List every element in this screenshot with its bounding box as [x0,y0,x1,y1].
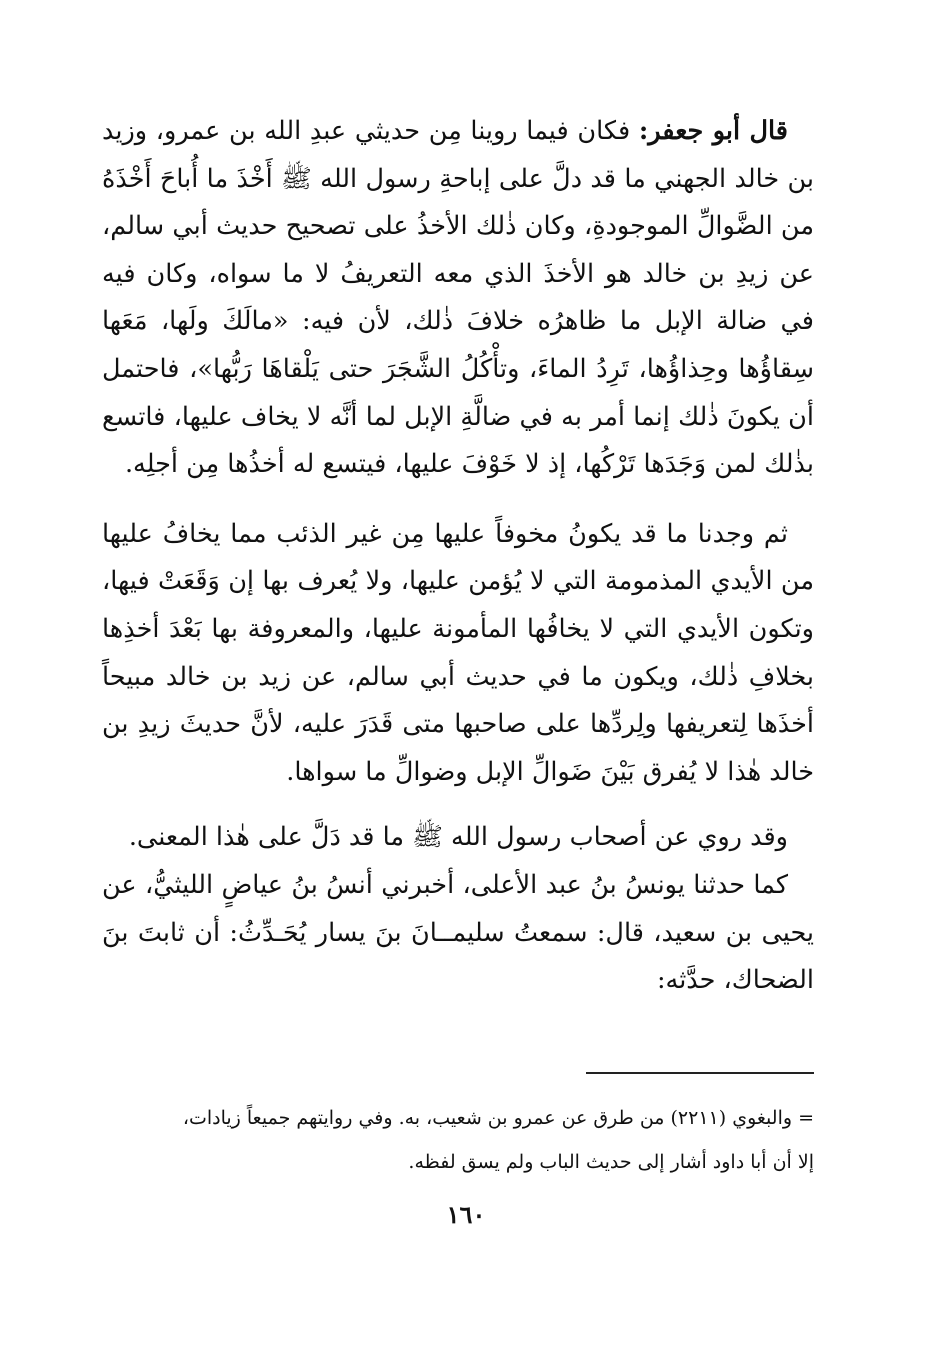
paragraph-1-text: فكان فيما روينا مِن حديثي عبدِ الله بن عمرو، وزيد بن خالد الجهني ما قد دلَّ على إباحةِ رسول الله ﷺ أَخْذَ ما أُباحَ أَخْذَهُ من الضَّوالِّ الموجودةِ، وكان ذٰلك الأخذُ على تصحيح حديث أبي سالم، عن زيدِ بن خالد هو الأخذَ الذي معه التعريفُ لا ما سواه، وكان فيه في ضالة الإبل ما ظاهرُه خلافَ ذٰلك، لأن فيه: «مالَكَ ولَها، مَعَها سِقاؤُها وحِذاؤُها، تَرِدُ الماءَ، وتأْكُلُ الشَّجَرَ حتى يَلْقاهَا رَبُّها»، فاحتمل أن يكونَ ذٰلك إنما أمر به في ضالَّةِ الإبل لما أنَّه لا يخاف عليها، فاتسع بذٰلك لمن وَجَدَها تَرْكُها، إذ لا خَوْفَ عليها، فيتسع له أخذُها مِن أجلِه. [102,116,814,480]
footnote-divider [586,1072,814,1074]
footnote-line-1: = والبغوي (٢٢١١) من طرق عن عمرو بن شعيب، به. وفي روايتهم جميعاً زيادات، [182,1107,814,1129]
speaker-name: قال أبو جعفر: [638,116,788,146]
paragraph-3: وقد روي عن أصحاب رسول الله ﷺ ما قد دَلَّ على هٰذا المعنى. [128,822,788,853]
footnote [102,1096,814,1184]
paragraph-2: ثم وجدنا ما قد يكونُ مخوفاً عليها مِن غير الذئب مما يخافُ عليها من الأيدي المذمومة التي لا يُؤمن عليها، ولا يُعرف بها إن وَقَعَتْ فيها، وتكون الأيدي التي لا يخافُها المأمونة عليها، والمعروفة بها بَعْدَ أخذِها بخلافِ ذٰلك، ويكون ما في حديث أبي سالم، عن زيد بن خالد مبيحاً أخذَها لِتعريفها ولِردِّها على صاحبها متى قَدَرَ عليه، لأنَّ حديثَ زيدِ بن خالد هٰذا لا يُفرق بَيْنَ ضَوالِّ الإبل وضوالِّ ما سواها. [102,518,814,787]
paragraph-1 [102,108,814,489]
footnote-line-2: إلا أن أبا داود أشار إلى حديث الباب ولم يسق لفظه. [408,1151,814,1173]
page-number: ١٦٠ [446,1200,486,1229]
main-text [102,108,814,1005]
paragraph-4: كما حدثنا يونسُ بنُ عبد الأعلى، أخبرني أنسُ بنُ عياضٍ الليثيُّ، عن يحيى بن سعيد، قال: سمعتُ سليمــانَ بنَ يسار يُحَـدِّثُ: أن ثابتَ بنَ الضحاك، حدَّثه: [102,869,814,996]
